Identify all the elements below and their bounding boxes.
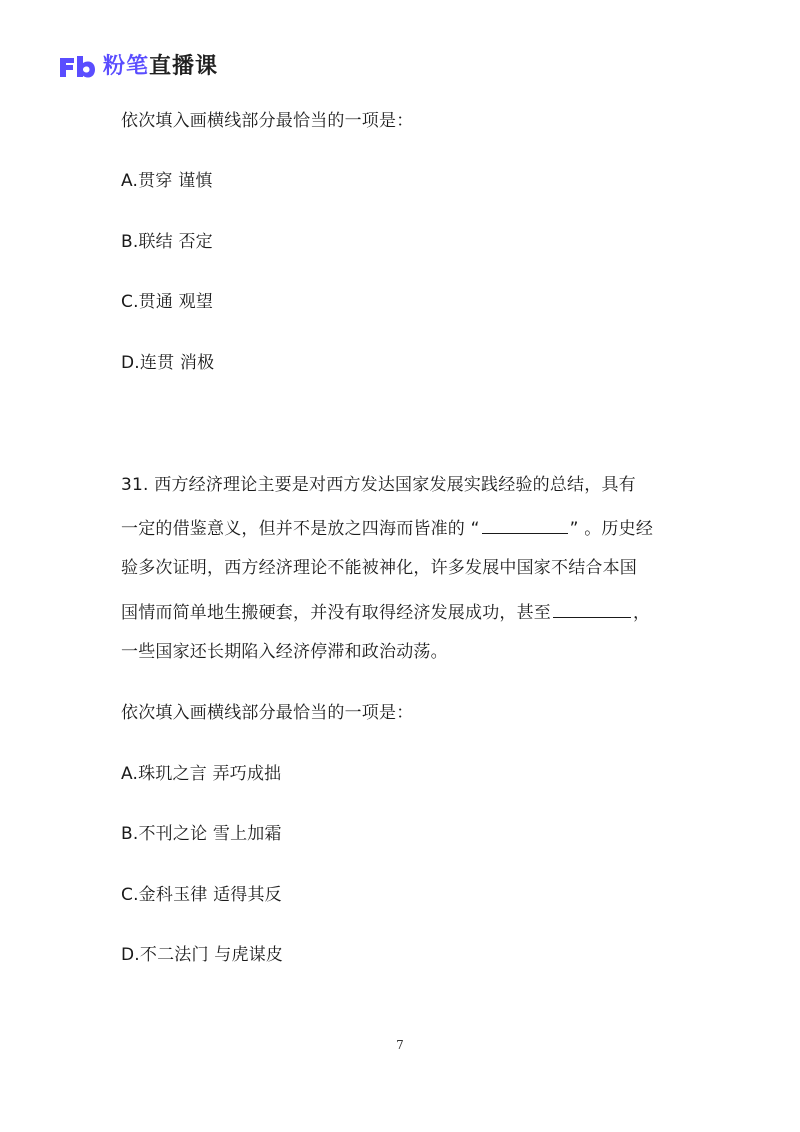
q30-option-a: A.贯穿 谨慎 xyxy=(121,171,213,191)
q31-stem-line-1: 31. 西方经济理论主要是对西方发达国家发展实践经验的总结，具有 xyxy=(121,475,636,495)
answer-blank-2 xyxy=(553,599,631,618)
q30-option-c: C.贯通 观望 xyxy=(121,292,214,312)
brand-rest-text: 直播课 xyxy=(149,54,219,79)
q31-instruction: 依次填入画横线部分最恰当的一项是： xyxy=(121,703,414,723)
q31-stem-line-2-start: 一定的借鉴意义，但并不是放之四海而皆准的 “ xyxy=(121,519,480,539)
page-number: 7 xyxy=(396,1038,404,1052)
brand-accent-text: 粉笔 xyxy=(103,54,150,79)
q30-option-b: B.联结 否定 xyxy=(121,232,213,252)
q31-option-c: C.金科玉律 适得其反 xyxy=(121,885,282,905)
q30-option-d: D.连贯 消极 xyxy=(121,353,215,373)
q31-stem-line-4 xyxy=(121,599,650,624)
q31-stem-line-4-start: 国情而简单地生搬硬套，并没有取得经济发展成功，甚至 xyxy=(121,603,551,623)
q31-option-d: D.不二法门 与虎谋皮 xyxy=(121,945,284,965)
q30-instruction: 依次填入画横线部分最恰当的一项是： xyxy=(121,111,414,131)
fenbi-logo-icon xyxy=(57,54,97,80)
brand-name xyxy=(103,52,218,82)
brand-header xyxy=(57,52,218,82)
q31-stem-line-5: 一些国家还长期陷入经济停滞和政治动荡。 xyxy=(121,642,448,662)
q31-option-b: B.不刊之论 雪上加霜 xyxy=(121,824,282,844)
q31-stem-line-2 xyxy=(121,515,653,540)
q31-stem-line-2-end: ” 。历史经 xyxy=(569,519,654,539)
answer-blank-1 xyxy=(482,515,568,534)
q31-stem-line-4-end: ， xyxy=(633,603,651,623)
q31-stem-line-3: 验多次证明，西方经济理论不能被神化，许多发展中国家不结合本国 xyxy=(121,558,637,578)
q31-option-a: A.珠玑之言 弄巧成拙 xyxy=(121,764,282,784)
